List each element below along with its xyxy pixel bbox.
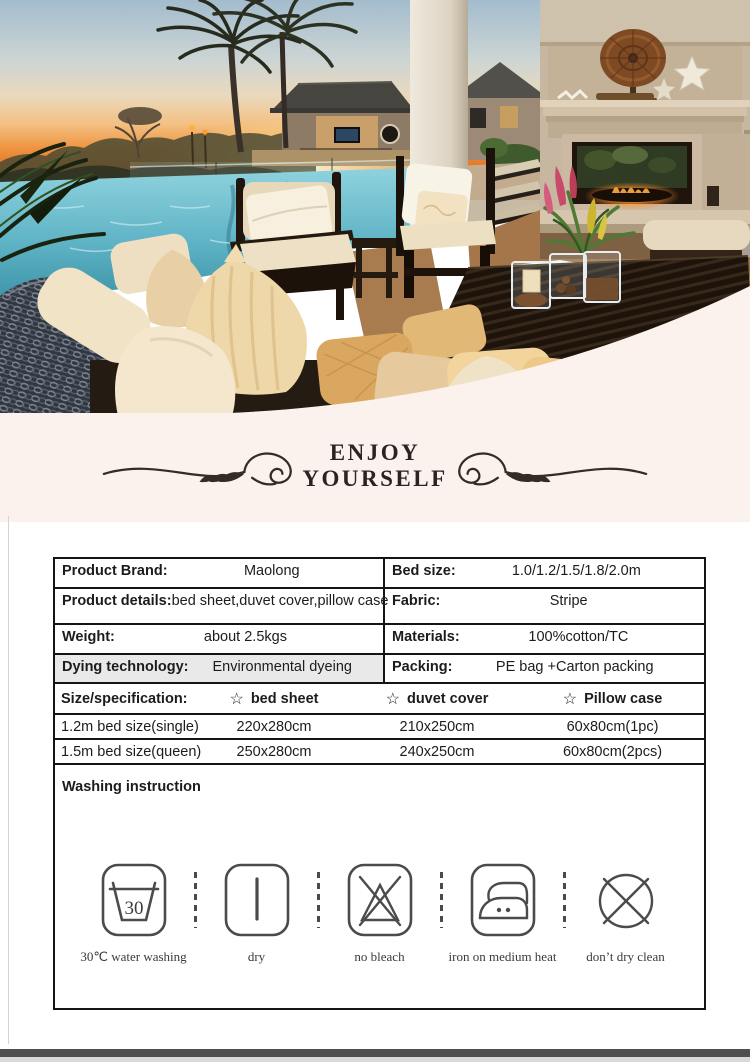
wash-30-icon — [101, 863, 167, 937]
col-bed-sheet: ☆ bed sheet — [229, 690, 319, 708]
star-icon: ☆ — [562, 690, 578, 708]
col-duvet-cover: ☆ duvet cover — [385, 690, 489, 708]
size-spec-label: Size/specification: — [61, 690, 188, 707]
brand-value: Maolong — [243, 563, 300, 579]
wash-label: 30℃ water washing — [80, 949, 187, 964]
brand-label: Product Brand: — [62, 563, 168, 579]
wash-label: no bleach — [354, 949, 405, 964]
washing-title: Washing instruction — [62, 779, 201, 795]
wash-item-no-dry-clean — [566, 863, 686, 965]
wash-item-dry — [197, 863, 317, 965]
svg-text:30: 30 — [124, 898, 143, 919]
size-header-row — [55, 684, 704, 715]
wash-label: iron on medium heat — [448, 949, 557, 964]
dying-value: Environmental dyeing — [212, 659, 352, 675]
tagline-section — [0, 416, 750, 522]
fabric-label: Fabric: — [392, 593, 441, 609]
wash-item-no-bleach — [320, 863, 440, 965]
materials-value: 100%cotton/TC — [528, 629, 629, 645]
product-spec-table — [53, 557, 706, 1010]
wash-item-iron — [443, 863, 563, 965]
bottom-bar-light — [0, 1057, 750, 1062]
table-row-weight — [55, 625, 704, 655]
dry-icon — [224, 863, 290, 937]
tagline-line1: ENJOY — [329, 440, 421, 465]
wash-label: don’t dry clean — [586, 949, 665, 964]
porthole-mirror — [381, 125, 399, 143]
wash-label: dry — [247, 949, 266, 964]
patio-scene — [0, 0, 750, 416]
left-hairline — [8, 516, 9, 1044]
washing-instruction-box — [55, 765, 704, 1008]
details-label: Product details: — [62, 593, 172, 609]
weight-value: about 2.5kgs — [203, 629, 287, 645]
flourish-right-icon — [452, 447, 652, 493]
iron-medium-icon — [470, 863, 536, 937]
details-value: bed sheet,duvet cover,pillow case — [171, 593, 389, 609]
dying-label: Dying technology: — [62, 659, 189, 675]
col-pillow-case: ☆ Pillow case — [562, 690, 663, 708]
packing-value: PE bag +Carton packing — [495, 659, 654, 675]
no-dry-clean-icon — [593, 863, 659, 937]
table-row-dying — [55, 655, 704, 684]
tagline-line2: YOURSELF — [302, 466, 448, 491]
weight-label: Weight: — [62, 629, 115, 645]
hero-photo — [0, 0, 750, 416]
size-row-queen: 1.5m bed size(queen) 250x280cm 240x250cm 60x80cm(2pcs) — [55, 740, 704, 765]
size-row-single: 1.2m bed size(single) 220x280cm 210x250cm 60x80cm(1pc) — [55, 715, 704, 740]
bed-size-value: 1.0/1.2/1.5/1.8/2.0m — [511, 563, 641, 579]
wash-item-water — [74, 863, 194, 965]
packing-label: Packing: — [392, 659, 453, 675]
bottom-bar — [0, 1049, 750, 1057]
table-row-details — [55, 589, 704, 625]
fabric-value: Stripe — [549, 593, 588, 609]
no-bleach-icon — [347, 863, 413, 937]
star-icon: ☆ — [385, 690, 400, 708]
bed-size-label: Bed size: — [392, 563, 456, 579]
materials-label: Materials: — [392, 629, 460, 645]
firebox — [562, 134, 702, 210]
flourish-left-icon — [98, 447, 298, 493]
washing-icons-row — [55, 765, 704, 965]
table-row-brand — [55, 559, 704, 589]
tagline — [302, 440, 447, 498]
star-icon: ☆ — [229, 690, 244, 708]
